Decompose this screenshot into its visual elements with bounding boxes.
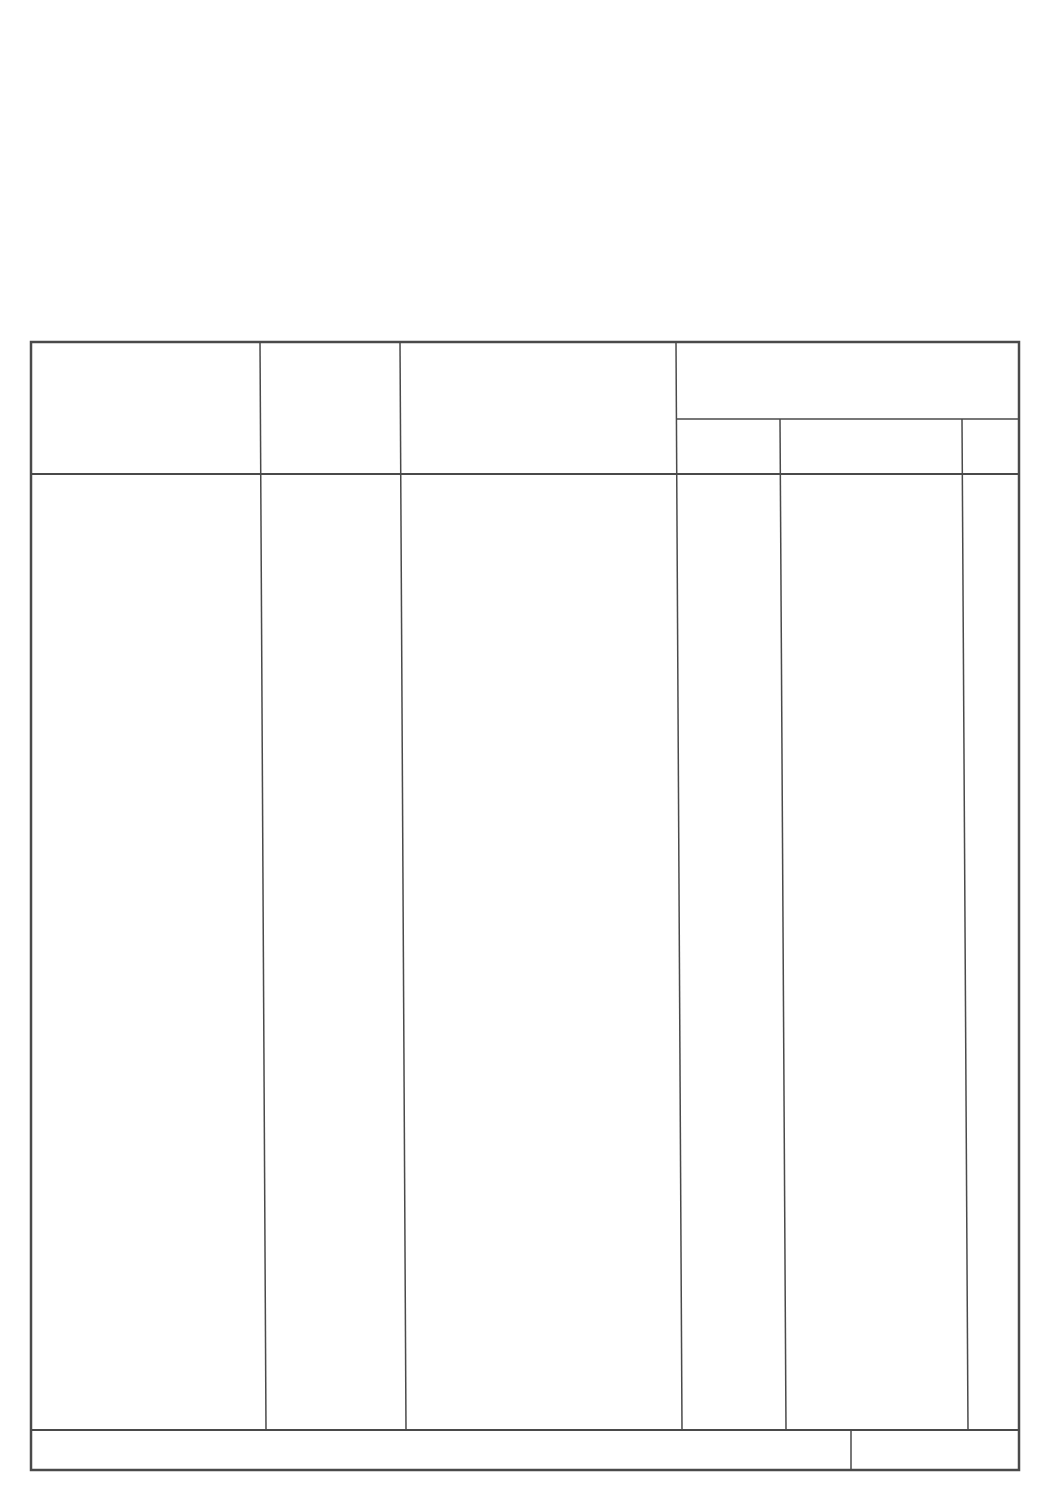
col-divider-nom: [260, 342, 266, 1430]
col-divider-enregistre: [962, 419, 968, 1430]
col-divider-prenom: [400, 342, 406, 1430]
col-divider-domicile: [676, 342, 682, 1430]
col-divider-recu: [780, 419, 786, 1430]
side-note: [6, 650, 34, 1000]
table-frame: [31, 342, 1019, 1470]
side-note-text: [14, 650, 28, 1000]
